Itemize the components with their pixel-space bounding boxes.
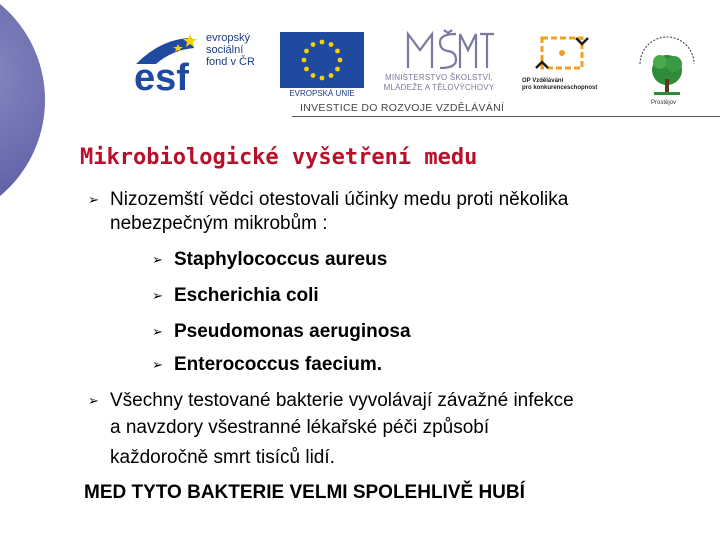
bullet-1-line-1: Nizozemští vědci otestovali účinky medu proti několika: [110, 189, 569, 210]
eu-label: EVROPSKÁ UNIE: [289, 89, 355, 98]
bullet-2-line-2: a navzdory všestranné lékařské péči způsobí: [110, 417, 490, 438]
final-statement: MED TYTO BAKTERIE VELMI SPOLEHLIVĚ HUBÍ: [84, 482, 525, 503]
slide-title: Mikrobiologické vyšetření medu: [80, 145, 478, 170]
sub-bullet-arrow-icon: ➢: [152, 288, 163, 303]
bullet-arrow-icon: ➢: [88, 192, 99, 207]
logo-bar: [120, 20, 700, 120]
header-divider: [292, 116, 720, 117]
op-label: OP Vzdělávání pro konkurenceschopnost: [522, 78, 598, 91]
bullet-1-line-2: nebezpečným mikrobům :: [110, 213, 328, 234]
sub-bullet-4: Enterococcus faecium.: [174, 354, 383, 375]
sub-bullet-arrow-icon: ➢: [152, 357, 163, 372]
school-label: Prostějov: [651, 100, 677, 106]
msmt-label: MINISTERSTVO ŠKOLSTVÍ, MLÁDEŽE A TĚLOVÝCHOVY: [383, 73, 495, 92]
sub-bullet-1: Staphylococcus aureus: [174, 249, 388, 270]
bullet-arrow-icon: ➢: [88, 393, 99, 408]
sub-bullet-arrow-icon: ➢: [152, 252, 163, 267]
eu-flag-logo: [280, 32, 364, 88]
sub-bullet-3: Pseudomonas aeruginosa: [174, 321, 411, 342]
svg-text:esf: esf: [134, 57, 189, 99]
esf-text: evropský sociální fond v ČR: [206, 32, 255, 68]
sub-bullet-2: Escherichia coli: [174, 285, 319, 306]
investice-tagline: INVESTICE DO ROZVOJE VZDĚLÁVÁNÍ: [300, 102, 505, 114]
decorative-circle: [0, 0, 45, 225]
sub-bullet-arrow-icon: ➢: [152, 324, 163, 339]
bullet-2-line-1: Všechny testované bakterie vyvolávají závažné infekce: [110, 390, 574, 411]
bullet-2-line-3: každoročně smrt tisíců lidí.: [110, 447, 335, 468]
